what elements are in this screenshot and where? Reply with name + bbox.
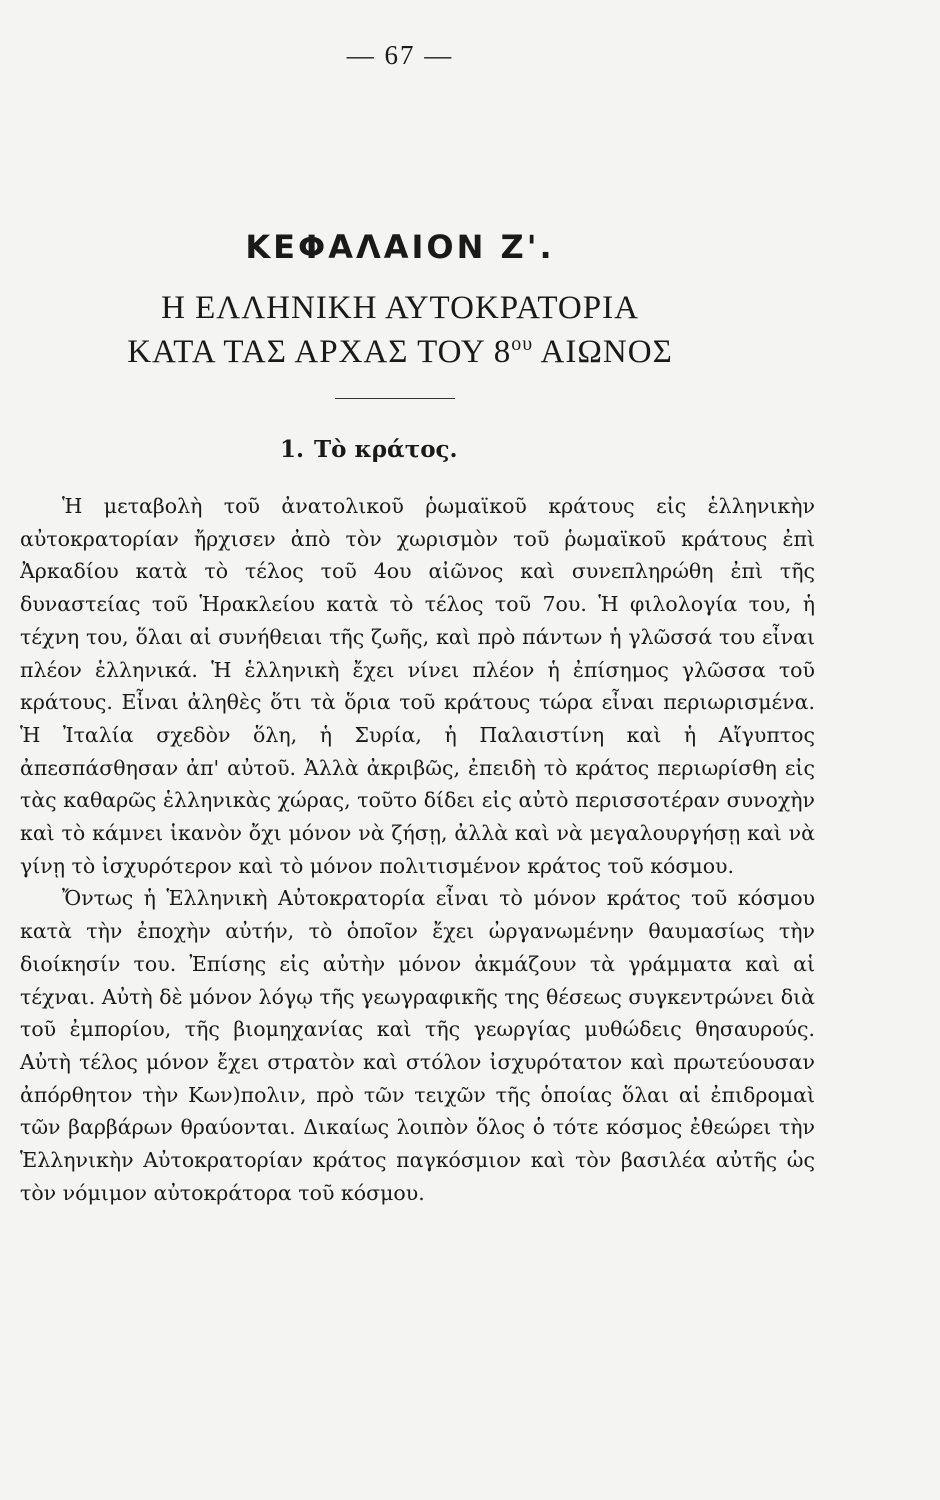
- chapter-title-line-2-end: ΑΙΩΝΟΣ: [533, 334, 673, 370]
- divider-rule: [335, 398, 455, 399]
- page-number: — 67 —: [346, 40, 454, 70]
- section-number: 1.: [280, 436, 305, 463]
- chapter-label: ΚΕΦΑΛΑΙΟΝ Ζ'.: [245, 228, 555, 266]
- paragraph: Ὄντως ἡ Ἑλληνικὴ Αὐτοκρατορία εἶναι τὸ μόνον κράτος τοῦ κόσμου κατὰ τὴν ἐποχὴν αὐτήν, τὸ ὁποῖον ἔχει ὠργανωμένην θαυμασίως τὴν διοίκησίν του. Ἐπίσης εἰς αὐτὴν μόνον ἀκμάζουν τὰ γράμματα καὶ αἱ τέχναι. Αὐτὴ δὲ μόνον λόγῳ τῆς γεωγραφικῆς της θέσεως συγκεντρώνει διὰ τοῦ ἐμπορίου, τῆς βιομηχανίας καὶ τῆς γεωργίας μυθώδεις θησαυρούς. Αὐτὴ τέλος μόνον ἔχει στρατὸν καὶ στόλον ἰσχυρότατον καὶ πρωτεύουσαν ἀπόρθητον τὴν Κων)πολιν, πρὸ τῶν τειχῶν τῆς ὁποίας ὅλαι αἱ ἐπιδρομαὶ τῶν βαρβάρων θραύονται. Δικαίως λοιπὸν ὅλος ὁ τότε κόσμος ἐθεώρει τὴν Ἑλληνικὴν Αὐτοκρατορίαν κράτος παγκόσμιον καὶ τὸν βασιλέα αὐτῆς ὡς τὸν νόμιμον αὐτοκράτορα τοῦ κόσμου.: [20, 886, 815, 1205]
- chapter-title-line-1: Η ΕΛΛΗΝΙΚΗ ΑΥΤΟΚΡΑΤΟΡΙΑ: [161, 290, 639, 326]
- paragraph: Ἡ μεταβολὴ τοῦ ἀνατολικοῦ ῥωμαϊκοῦ κράτους εἰς ἑλληνικὴν αὐτοκρατορίαν ἤρχισεν ἀπὸ τὸν χωρισμὸν τοῦ ῥωμαϊκοῦ κράτους ἐπὶ Ἀρκαδίου κατὰ τὸ τέλος τοῦ 4ου αἰῶνος καὶ συνεπληρώθη ἐπὶ τῆς δυναστείας τοῦ Ἡρακλείου κατὰ τὸ τέλος τοῦ 7ου. Ἡ φιλολογία του, ἡ τέχνη του, ὅλαι αἱ συνήθειαι τῆς ζωῆς, καὶ πρὸ πάντων ἡ γλῶσσά του εἶναι πλέον ἑλληνικά. Ἡ ἑλληνικὴ ἔχει νίνει πλέον ἡ ἐπίσημος γλῶσσα τοῦ κράτους. Εἶναι ἀληθὲς ὅτι τὰ ὅρια τοῦ κράτους τώρα εἶναι περιωρισμένα. Ἡ Ἰταλία σχεδὸν ὅλη, ἡ Συρία, ἡ Παλαιστίνη καὶ ἡ Αἴγυπτος ἀπεσπάσθησαν ἀπ' αὐτοῦ. Ἀλλὰ ἀκριβῶς, ἐπειδὴ τὸ κράτος περιωρίσθη εἰς τὰς καθαρῶς ἑλληνικὰς χώρας, τοῦτο δίδει εἰς αὐτὸ περισσοτέραν συνοχὴν καὶ τὸ κάμνει ἱκανὸν ὄχι μόνον νὰ ζήσῃ, ἀλλὰ καὶ νὰ μεγαλουργήσῃ καὶ νὰ γίνῃ τὸ ἰσχυρότερον καὶ τὸ μόνον πολιτισμένον κράτος τοῦ κόσμου.: [20, 494, 815, 878]
- section-heading: [280, 436, 458, 463]
- chapter-title-line-2: [0, 333, 800, 371]
- chapter-title-line-2-main: ΚΑΤΑ ΤΑΣ ΑΡΧΑΣ ΤΟΥ 8: [127, 334, 512, 370]
- body-text: [20, 490, 815, 1209]
- chapter-title-superscript: ου: [511, 333, 534, 355]
- section-title: Τὸ κράτος.: [314, 436, 458, 463]
